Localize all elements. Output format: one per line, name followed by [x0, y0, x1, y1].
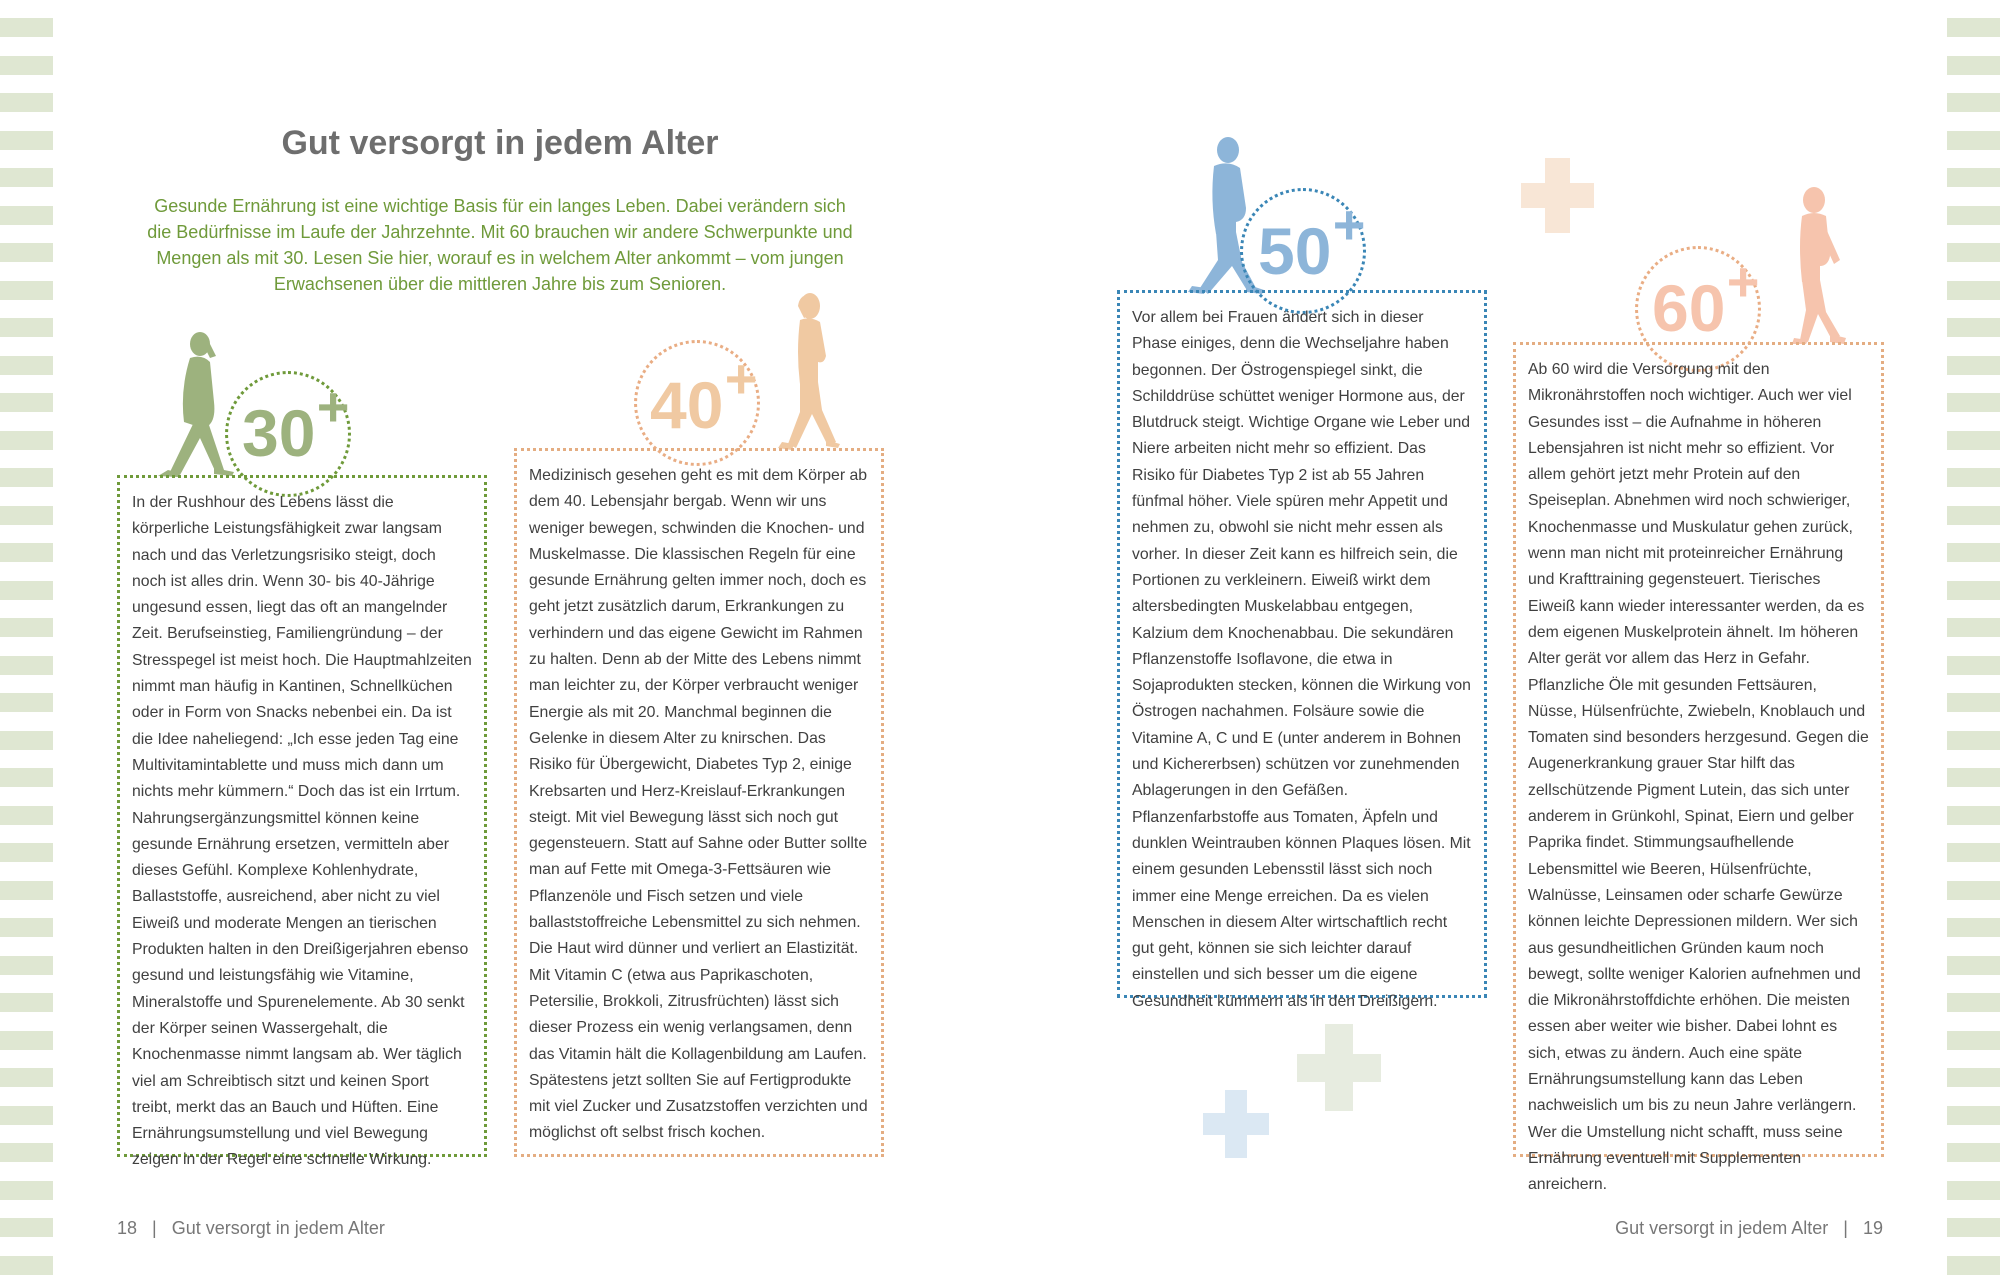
cross-blue-decoration	[1203, 1090, 1269, 1158]
intro-text: Gesunde Ernährung ist eine wichtige Basis für ein langes Leben. Dabei verändern sich die Bedürfnisse im Laufe der Jahrzehnte. Mit 60 brauchen wir andere Schwerpunkte und Mengen als mit 30. Lesen Sie hier, worauf es in welchem Alter ankommt – vom jungen Erwachsenen über die mittleren Jahre bis zum Senioren.	[147, 196, 853, 294]
stripe-bar	[0, 656, 53, 675]
stripe-bar	[0, 431, 53, 450]
stripe-bar	[1947, 18, 2000, 37]
stripe-bar	[0, 768, 53, 787]
age-50-number: 50	[1258, 214, 1332, 288]
age-60-label	[1652, 250, 1760, 345]
stripe-bar	[1947, 581, 2000, 600]
age-30-number: 30	[242, 396, 316, 470]
section-60-box	[1513, 342, 1884, 1194]
age-40-number: 40	[650, 368, 724, 442]
stripe-bar	[1947, 768, 2000, 787]
age-60-number: 60	[1652, 271, 1726, 345]
page-title: Gut versorgt in jedem Alter	[281, 124, 719, 162]
stripe-bar	[0, 1106, 53, 1125]
stripe-bar	[0, 1143, 53, 1162]
stripe-bar	[1947, 431, 2000, 450]
stripe-bar	[1947, 318, 2000, 337]
section-40-text: Medizinisch gesehen geht es mit dem Körper ab dem 40. Lebensjahr bergab. Wenn wir uns weniger bewegen, schwinden die Knochen- und Muskelmasse. Die klassischen Regeln für eine gesunde Ernährung gelten immer noch, doch es geht jetzt zusätzlich darum, Erkrankungen zu verhindern und das eigene Gewicht im Rahmen zu halten. Denn ab der Mitte des Lebens nimmt man leichter zu, der Körper verbraucht weniger Energie als mit 20. Manchmal beginnen die Gelenke in diesem Alter zu knirschen. Das Risiko für Übergewicht, Diabetes Typ 2, einige Krebsarten und Herz-Kreislauf-Erkrankungen steigt. Mit viel Bewegung lässt sich noch gut gegensteuern. Statt auf Sahne oder Butter sollte man auf Fette mit Omega-3-Fettsäuren wie Pflanzenöle und Fisch setzen und viele ballaststoffreiche Lebensmittel zu sich nehmen. Die Haut wird dünner und verliert an Elastizität. Mit Vitamin C (etwa aus Paprikaschoten, Petersilie, Brokkoli, Zitrusfrüchten) lässt sich dieser Prozess ein wenig verlangsamen, denn das Vitamin hält die Kollagenbildung am Laufen. Spätestens jetzt sollten Sie auf Fertigprodukte mit viel Zucker und Zusatzstoffen verzichten und möglichst oft selbst frisch kochen.	[529, 467, 868, 1142]
stripe-bar	[0, 281, 53, 300]
stripe-bar	[1947, 543, 2000, 562]
stripe-bar	[1947, 693, 2000, 712]
stripe-bar	[0, 18, 53, 37]
footer-title-right: Gut versorgt in jedem Alter	[1615, 1218, 1829, 1238]
stripe-bar	[1947, 1218, 2000, 1237]
stripe-bar	[1947, 993, 2000, 1012]
stripe-bar	[1947, 131, 2000, 150]
stripe-bar	[0, 1181, 53, 1200]
stripe-bar	[1947, 93, 2000, 112]
stripe-bar	[0, 206, 53, 225]
footer-left	[117, 1218, 385, 1239]
page-number-left: 18	[117, 1218, 138, 1238]
stripe-bar	[1947, 1256, 2000, 1275]
stripe-bar	[1947, 656, 2000, 675]
cross-orange-decoration	[1521, 158, 1594, 233]
section-60-text: Ab 60 wird die Versorgung mit den Mikronährstoffen noch wichtiger. Auch wer viel Gesundes isst – die Aufnahme in höheren Lebensjahren ist nicht mehr so effizient. Vor allem gehört jetzt mehr Protein auf den Speiseplan. Abnehmen wird noch schwieriger, Knochenmasse und Muskulatur gehen zurück, wenn man nicht mit proteinreicher Ernährung und Krafttraining gegensteuert. Tierisches Eiweiß kann wieder interessanter werden, da es dem eigenen Muskelprotein ähnelt. Im höheren Alter gerät vor allem das Herz in Gefahr. Pflanzliche Öle mit gesunden Fettsäuren, Nüsse, Hülsenfrüchte, Zwiebeln, Knoblauch und Tomaten sind besonders herzgesund. Gegen die Augenerkrankung grauer Star hilft das zellschützende Pigment Lutein, das sich unter anderem in Grünkohl, Spinat, Eiern und gelber Paprika findet. Stimmungsaufhellende Lebensmittel wie Beeren, Hülsenfrüchte, Walnüsse, Leinsamen oder scharfe Gewürze können leichte Depressionen mildern. Wer sich aus gesundheitlichen Gründen kaum noch bewegt, sollte weniger Kalorien aufnehmen und die Mikronährstoffdichte erhöhen. Die meisten essen aber weiter wie bisher. Dabei lohnt es sich, etwas zu ändern. Auch eine späte Ernährungsumstellung kann das Leben nachweislich um bis zu neun Jahre verlängern. Wer die Umstellung nicht schafft, muss seine Ernährung eventuell mit Supplementen anreichern.	[1528, 361, 1869, 1194]
right-stripe-border	[1947, 0, 2000, 1277]
stripe-bar	[0, 731, 53, 750]
age-50-plus: +	[1332, 193, 1366, 256]
stripe-bar	[0, 1218, 53, 1237]
footer-separator-right: |	[1843, 1218, 1848, 1238]
stripe-bar	[1947, 1031, 2000, 1050]
page-number-right: 19	[1862, 1218, 1883, 1238]
stripe-bar	[0, 393, 53, 412]
section-40-box	[514, 448, 884, 1157]
stripe-bar	[0, 131, 53, 150]
cross-green-decoration	[1297, 1024, 1381, 1111]
age-50-label	[1258, 193, 1366, 288]
walking-elderly-figure	[1784, 186, 1850, 346]
stripe-bar	[0, 1068, 53, 1087]
stripe-bar	[0, 1256, 53, 1275]
stripe-bar	[0, 918, 53, 937]
stripe-bar	[0, 56, 53, 75]
age-60-plus: +	[1726, 250, 1760, 313]
left-stripe-border	[0, 0, 53, 1277]
stripe-bar	[1947, 468, 2000, 487]
stripe-bar	[1947, 918, 2000, 937]
stripe-bar	[0, 806, 53, 825]
stripe-bar	[1947, 281, 2000, 300]
stripe-bar	[0, 506, 53, 525]
stripe-bar	[0, 93, 53, 112]
stripe-bar	[1947, 506, 2000, 525]
stripe-bar	[0, 881, 53, 900]
stripe-bar	[1947, 1106, 2000, 1125]
stripe-bar	[0, 693, 53, 712]
stripe-bar	[0, 993, 53, 1012]
section-30-text: In der Rushhour des Lebens lässt die körperliche Leistungsfähigkeit zwar langsam nach und das Verletzungsrisiko steigt, doch noch ist alles drin. Wenn 30- bis 40-Jährige ungesund essen, liegt das oft an mangelnder Zeit. Berufseinstieg, Familiengründung – der Stresspegel ist meist hoch. Die Hauptmahlzeiten nimmt man häufig in Kantinen, Schnellküchen oder in Form von Snacks nebenbei ein. Da ist die Idee naheliegend: „Ich esse jeden Tag eine Multivitamintablette und muss mich dann um nichts mehr kümmern.“ Doch das ist ein Irrtum. Nahrungsergänzungsmittel können keine gesunde Ernährung ersetzen, vermitteln aber dieses Gefühl. Komplexe Kohlenhydrate, Ballaststoffe, ausreichend, aber nicht zu viel Eiweiß und moderate Mengen an tierischen Produkten halten in den Dreißigerjahren ebenso gesund und leistungsfähig wie Vitamine, Mineralstoffe und Spurenelemente. Ab 30 senkt der Körper seinen Wassergehalt, die Knochenmasse nimmt langsam ab. Wer täglich viel am Schreibtisch sitzt und keinen Sport treibt, merkt das an Bauch und Hüften. Eine Ernährungsumstellung und viel Bewegung zeigen in der Regel eine schnelle Wirkung.	[132, 494, 472, 1169]
footer-separator-left: |	[152, 1218, 157, 1238]
stripe-bar	[1947, 56, 2000, 75]
stripe-bar	[1947, 1181, 2000, 1200]
stripe-bar	[1947, 618, 2000, 637]
stripe-bar	[0, 618, 53, 637]
age-40-plus: +	[724, 347, 758, 410]
stripe-bar	[0, 318, 53, 337]
stripe-bar	[0, 843, 53, 862]
footer-title-left: Gut versorgt in jedem Alter	[171, 1218, 385, 1238]
stripe-bar	[1947, 356, 2000, 375]
stripe-bar	[1947, 206, 2000, 225]
stripe-bar	[0, 956, 53, 975]
stripe-bar	[0, 243, 53, 262]
age-30-plus: +	[316, 375, 350, 438]
stripe-bar	[1947, 843, 2000, 862]
stripe-bar	[1947, 1143, 2000, 1162]
footer-right	[1615, 1218, 1883, 1239]
stripe-bar	[0, 356, 53, 375]
stripe-bar	[1947, 881, 2000, 900]
stripe-bar	[0, 468, 53, 487]
section-50-box	[1117, 290, 1487, 1010]
section-50-text: Vor allem bei Frauen ändert sich in dieser Phase einiges, denn die Wechseljahre haben begonnen. Der Östrogenspiegel sinkt, die Schilddrüse schüttet weniger Hormone aus, der Blutdruck steigt. Wichtige Organe wie Leber und Niere arbeiten nicht mehr so effizient. Das Risiko für Diabetes Typ 2 ist ab 55 Jahren fünfmal höher. Viele spüren mehr Appetit und nehmen zu, obwohl sie nicht mehr essen als vorher. In dieser Zeit kann es hilfreich sein, die Portionen zu verkleinern. Eiweiß wirkt dem altersbedingten Muskelabbau entgegen, Kalzium dem Knochenabbau. Die sekundären Pflanzenstoffe Isoflavone, die etwa in Sojaprodukten stecken, können die Wirkung von Östrogen nachahmen. Folsäure sowie die Vitamine A, C und E (unter anderem in Bohnen und Kichererbsen) schützen vor zunehmenden Ablagerungen in den Gefäßen. Pflanzenfarbstoffe aus Tomaten, Äpfeln und dunklen Weintrauben können Plaques lösen. Mit einem gesunden Lebensstil lässt sich noch immer eine Menge erreichen. Da es vielen Menschen in diesem Alter wirtschaftlich recht gut geht, können sie sich leichter darauf einstellen und sich besser um die eigene Gesundheit kümmern als in den Dreißigern.	[1132, 309, 1471, 1010]
stripe-bar	[0, 543, 53, 562]
stripe-bar	[1947, 243, 2000, 262]
stripe-bar	[1947, 731, 2000, 750]
stripe-bar	[1947, 956, 2000, 975]
stripe-bar	[1947, 1068, 2000, 1087]
stripe-bar	[0, 581, 53, 600]
walking-woman-figure	[774, 292, 844, 452]
section-30-box	[117, 475, 487, 1169]
stripe-bar	[0, 1031, 53, 1050]
stripe-bar	[1947, 168, 2000, 187]
stripe-bar	[1947, 806, 2000, 825]
age-30-label	[242, 375, 350, 470]
stripe-bar	[1947, 393, 2000, 412]
age-40-label	[650, 347, 758, 442]
stripe-bar	[0, 168, 53, 187]
